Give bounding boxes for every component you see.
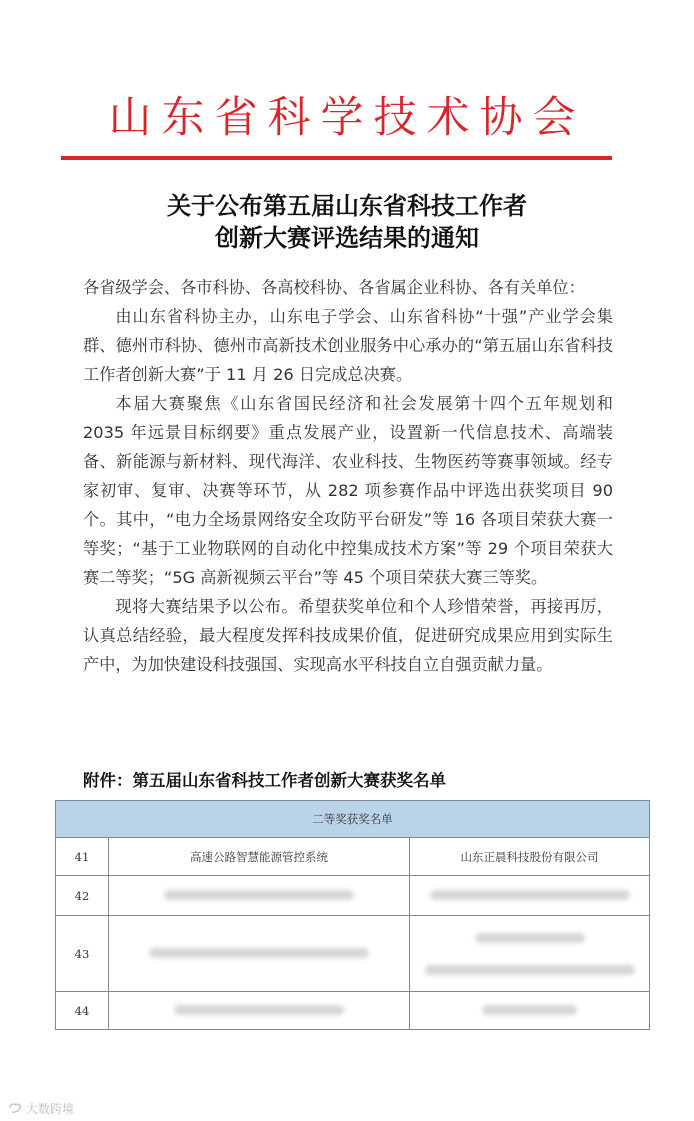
table-row — [56, 992, 650, 1030]
organization-name-redacted — [410, 992, 650, 1030]
paragraph-organizers: 由山东省科协主办，山东电子学会、山东省科协“十强”产业学会集群、德州市科协、德州市高新技术创业服务中心承办的“第五届山东省科技工作者创新大赛”于 11 月 26 日完成总决赛。 — [83, 307, 613, 384]
redaction-blur — [425, 965, 635, 975]
document-title — [0, 190, 694, 254]
letterhead-divider — [61, 156, 612, 160]
table-header: 二等奖获奖名单 — [56, 801, 650, 838]
award-table — [55, 800, 650, 1030]
title-line-1: 关于公布第五届山东省科技工作者 — [167, 191, 527, 220]
org-letterhead: 山东省科学技术协会 — [108, 93, 586, 143]
watermark-logo-icon — [8, 1102, 22, 1114]
table-row — [56, 876, 650, 916]
organization-name-redacted — [410, 876, 650, 916]
table-row — [56, 916, 650, 992]
table-row — [56, 838, 650, 876]
salutation: 各省级学会、各市科协、各高校科协、各省属企业科协、各有关单位： — [83, 278, 585, 297]
project-name-redacted — [109, 916, 410, 992]
redaction-blur — [174, 1005, 344, 1015]
row-number: 44 — [56, 992, 109, 1030]
redaction-blur — [149, 948, 369, 958]
notice-body — [83, 273, 613, 679]
redaction-blur — [164, 890, 354, 900]
row-number: 43 — [56, 916, 109, 992]
paragraph-results: 本届大赛聚焦《山东省国民经济和社会发展第十四个五年规划和 2035 年远景目标纲要》重点发展产业，设置新一代信息技术、高端装备、新能源与新材料、现代海洋、农业科技、生物医药等赛事领域。经专家初审、复审、决赛等环节，从 282 项参赛作品中评选出获奖项目 90 个。其中，“电力全场景网络安全攻防平台研发”等 16 各项目荣获大赛一等奖；“基于工业物联网的自动化中控集成技术方案”等 29 个项目荣获大赛二等奖；“5G 高新视频云平台”等 45 个项目荣获大赛三等奖。 — [83, 394, 613, 587]
paragraph-closing: 现将大赛结果予以公布。希望获奖单位和个人珍惜荣誉，再接再厉，认真总结经验，最大程度发挥科技成果价值，促进研究成果应用到实际生产中，为加快建设科技强国、实现高水平科技自立自强贡献力量。 — [83, 597, 613, 674]
redaction-blur — [482, 1005, 577, 1015]
organization-name: 山东正晨科技股份有限公司 — [410, 838, 650, 876]
redaction-blur — [475, 933, 585, 943]
watermark — [8, 1100, 74, 1117]
attachment-label: 附件：第五届山东省科技工作者创新大赛获奖名单 — [83, 771, 446, 790]
title-line-2: 创新大赛评选结果的通知 — [215, 223, 479, 252]
redaction-blur — [430, 890, 630, 900]
project-name-redacted — [109, 876, 410, 916]
organization-name-redacted — [410, 916, 650, 992]
watermark-text: 大数跨境 — [26, 1102, 75, 1116]
row-number: 41 — [56, 838, 109, 876]
project-name: 高速公路智慧能源管控系统 — [109, 838, 410, 876]
project-name-redacted — [109, 992, 410, 1030]
row-number: 42 — [56, 876, 109, 916]
